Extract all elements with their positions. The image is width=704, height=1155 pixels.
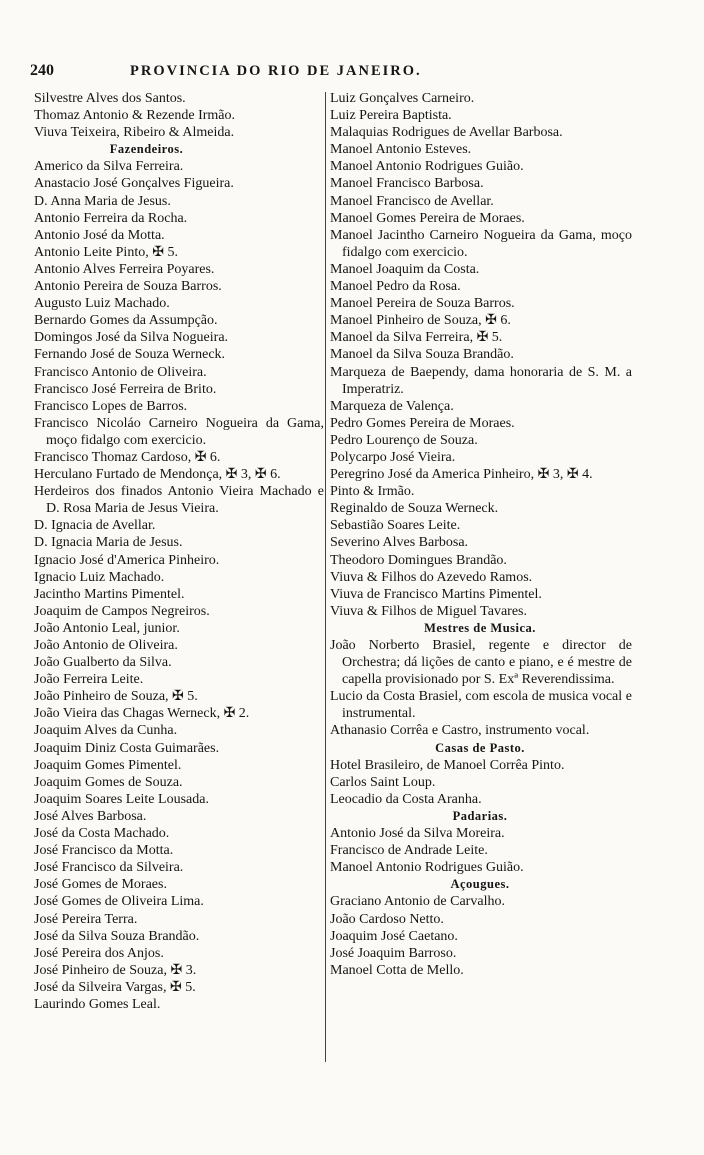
list-item: Reginaldo de Souza Werneck. — [330, 501, 499, 517]
list-item: Jacintho Martins Pimentel. — [34, 586, 185, 602]
list-item: D. Anna Maria de Jesus. — [34, 193, 171, 209]
page-number: 240 — [30, 62, 54, 79]
list-item: Francisco José Ferreira de Brito. — [34, 381, 217, 397]
list-item: Graciano Antonio de Carvalho. — [330, 894, 505, 910]
list-item: José da Silva Souza Brandão. — [34, 928, 200, 944]
list-item: Peregrino José da America Pinheiro, ✠ 3, ✠ 4. — [330, 467, 593, 483]
list-item: Domingos José da Silva Nogueira. — [34, 330, 229, 346]
list-item: Francisco de Andrade Leite. — [330, 843, 488, 859]
list-item: Manoel Antonio Esteves. — [330, 142, 472, 158]
column-divider — [325, 92, 326, 1062]
list-item: Americo da Silva Ferreira. — [34, 159, 184, 175]
list-item: José Joaquim Barroso. — [330, 945, 457, 961]
list-item: José Francisco da Motta. — [34, 843, 174, 859]
list-item: José da Costa Machado. — [34, 826, 170, 842]
list-item: José Pereira Terra. — [34, 911, 138, 927]
list-item: Viuva Teixeira, Ribeiro & Almeida. — [34, 125, 235, 141]
running-title: PROVINCIA DO RIO DE JANEIRO. — [130, 63, 422, 79]
list-item: Manoel da Silva Souza Brandão. — [330, 347, 514, 363]
list-item: Pinto & Irmão. — [330, 484, 415, 500]
list-item: Luiz Pereira Baptista. — [330, 108, 452, 124]
fazendeiros-list — [34, 158, 324, 1013]
list-item: Manoel Cotta de Mello. — [330, 962, 464, 978]
list-item: Manoel Pereira de Souza Barros. — [330, 296, 515, 312]
list-item: Joaquim de Campos Negreiros. — [34, 603, 210, 619]
list-item: Anastacio José Gonçalves Figueira. — [34, 176, 234, 192]
list-item: José Pinheiro de Souza, ✠ 3. — [34, 962, 197, 978]
list-item: Manoel Jacintho Carneiro Nogueira da Gama, moço fidalgo com exercicio. — [330, 227, 632, 260]
casas-heading: Casas de Pasto. — [435, 740, 525, 755]
list-item: Viuva & Filhos de Miguel Tavares. — [330, 603, 528, 619]
list-item: Carlos Saint Loup. — [330, 774, 436, 790]
list-item: Viuva de Francisco Martins Pimentel. — [330, 586, 542, 602]
acougues-heading: Açougues. — [450, 877, 510, 892]
list-item: Joaquim Gomes Pimentel. — [34, 757, 182, 773]
list-item: Pedro Lourenço de Souza. — [330, 432, 478, 448]
list-item: João Gualberto da Silva. — [34, 655, 172, 671]
list-item: José Francisco da Silveira. — [34, 860, 184, 876]
list-item: Luiz Gonçalves Carneiro. — [330, 91, 475, 106]
list-item: Augusto Luiz Machado. — [34, 296, 170, 312]
list-item: Manoel Antonio Rodrigues Guião. — [330, 860, 524, 876]
list-item: Manoel da Silva Ferreira, ✠ 5. — [330, 330, 503, 346]
list-item: João Antonio Leal, junior. — [34, 620, 180, 636]
list-item: Marqueza de Valença. — [330, 398, 454, 414]
list-item: João Pinheiro de Souza, ✠ 5. — [34, 689, 198, 705]
list-item: Bernardo Gomes da Assumpção. — [34, 313, 218, 329]
acougues-list — [330, 893, 630, 978]
list-item: Sebastião Soares Leite. — [330, 518, 461, 534]
list-item: Theodoro Domingues Brandão. — [330, 552, 507, 568]
list-item: José da Silveira Vargas, ✠ 5. — [34, 979, 196, 995]
list-item: Manoel Pedro da Rosa. — [330, 279, 461, 295]
list-item: Manoel Gomes Pereira de Moraes. — [330, 210, 525, 226]
list-item: Antonio Ferreira da Rocha. — [34, 210, 188, 226]
list-item: Herdeiros dos finados Antonio Vieira Machado e D. Rosa Maria de Jesus Vieira. — [34, 484, 324, 517]
list-item: João Cardoso Netto. — [330, 911, 444, 927]
list-item: José Pereira dos Anjos. — [34, 945, 164, 961]
padarias-list — [330, 825, 630, 876]
casas-list — [330, 757, 630, 808]
list-item: Manoel Joaquim da Costa. — [330, 261, 480, 277]
list-item: Manoel Antonio Rodrigues Guião. — [330, 159, 524, 175]
list-item: Francisco Antonio de Oliveira. — [34, 364, 207, 380]
mestres-list — [330, 637, 630, 740]
list-item: Severino Alves Barbosa. — [330, 535, 469, 551]
list-item: D. Ignacia Maria de Jesus. — [34, 535, 183, 551]
list-item: Joaquim José Caetano. — [330, 928, 458, 944]
list-item: Joaquim Soares Leite Lousada. — [34, 791, 209, 807]
mestres-heading: Mestres de Musica. — [424, 620, 536, 635]
list-item: Thomaz Antonio & Rezende Irmão. — [34, 108, 235, 124]
list-item: Marqueza de Baependy, dama honoraria de S. M. a Imperatriz. — [330, 364, 632, 397]
list-item: Antonio Alves Ferreira Poyares. — [34, 261, 215, 277]
list-item: Manoel Francisco de Avellar. — [330, 193, 494, 209]
list-item: Joaquim Alves da Cunha. — [34, 723, 178, 739]
list-item: D. Ignacia de Avellar. — [34, 518, 156, 534]
list-item: Malaquias Rodrigues de Avellar Barbosa. — [330, 125, 563, 141]
list-item: Ignacio Luiz Machado. — [34, 569, 165, 585]
right-column — [330, 90, 630, 979]
padarias-heading: Padarias. — [452, 808, 508, 823]
list-item: José Alves Barbosa. — [34, 808, 147, 824]
list-item: Francisco Thomaz Cardoso, ✠ 6. — [34, 449, 221, 465]
list-item: Athanasio Corrêa e Castro, instrumento vocal. — [330, 723, 590, 739]
list-item: Lucio da Costa Brasiel, com escola de musica vocal e instrumental. — [330, 689, 632, 722]
list-item: Francisco Lopes de Barros. — [34, 398, 188, 414]
list-item: Antonio José da Motta. — [34, 227, 165, 243]
list-item: Manoel Pinheiro de Souza, ✠ 6. — [330, 313, 511, 329]
list-item: Laurindo Gomes Leal. — [34, 996, 161, 1012]
list-item: Viuva & Filhos do Azevedo Ramos. — [330, 569, 533, 585]
list-item: Ignacio José d'America Pinheiro. — [34, 552, 220, 568]
list-item: Herculano Furtado de Mendonça, ✠ 3, ✠ 6. — [34, 467, 281, 483]
fazendeiros-cont-list — [330, 90, 630, 620]
page-header — [30, 62, 510, 82]
left-column — [34, 90, 324, 1013]
list-item: Francisco Nicoláo Carneiro Nogueira da Gama, moço fidalgo com exercicio. — [34, 415, 324, 448]
list-item: José Gomes de Oliveira Lima. — [34, 894, 204, 910]
list-item: Antonio Pereira de Souza Barros. — [34, 279, 222, 295]
list-item: Joaquim Gomes de Souza. — [34, 774, 183, 790]
list-item: Antonio Leite Pinto, ✠ 5. — [34, 244, 178, 260]
list-item: João Norberto Brasiel, regente e director de Orchestra; dá lições de canto e piano, e é mestre de capella provisionado por S. Exª Reverendissima. — [330, 638, 632, 688]
list-item: Fernando José de Souza Werneck. — [34, 347, 226, 363]
list-item: João Antonio de Oliveira. — [34, 638, 178, 653]
list-item: Joaquim Diniz Costa Guimarães. — [34, 740, 220, 756]
list-item: Silvestre Alves dos Santos. — [34, 91, 186, 106]
left-top-list — [34, 90, 324, 141]
list-item: João Vieira das Chagas Werneck, ✠ 2. — [34, 706, 250, 722]
list-item: Leocadio da Costa Aranha. — [330, 791, 482, 807]
list-item: João Ferreira Leite. — [34, 672, 144, 688]
list-item: Pedro Gomes Pereira de Moraes. — [330, 415, 515, 431]
list-item: Polycarpo José Vieira. — [330, 449, 456, 465]
fazendeiros-heading: Fazendeiros. — [109, 142, 184, 157]
list-item: José Gomes de Moraes. — [34, 877, 167, 893]
list-item: Manoel Francisco Barbosa. — [330, 176, 484, 192]
list-item: Antonio José da Silva Moreira. — [330, 826, 505, 842]
list-item: Hotel Brasileiro, de Manoel Corrêa Pinto. — [330, 757, 565, 773]
